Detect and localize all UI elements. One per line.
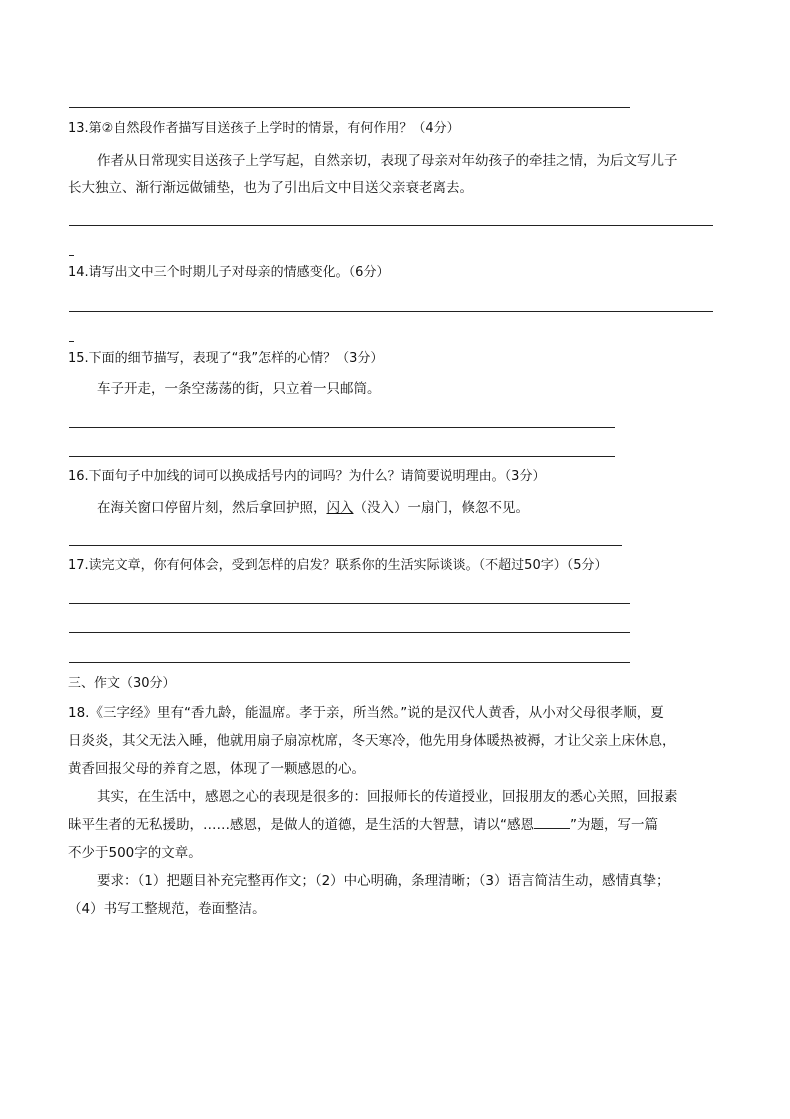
question-13: 13.第②自然段作者描写目送孩子上学时的情景，有何作用？（4分）	[68, 121, 460, 136]
q18-p1-line1: 18.《三字经》里有“香九龄，能温席。孝于亲，所当然。”说的是汉代人黄香，从小对父母很孝顺，夏	[68, 705, 664, 721]
answer-13-line2: 长大独立、渐行渐远做铺垫，也为了引出后文中目送父亲衰老离去。	[68, 180, 473, 196]
q18-p2-line2-before: 昧平生者的无私援助，……感恩，是做人的道德，是生活的大智慧，请以“感恩	[68, 817, 534, 833]
q18-p2-line3: 不少于500字的文章。	[68, 845, 202, 861]
answer-line[interactable]	[69, 311, 713, 312]
answer-line[interactable]	[69, 225, 713, 226]
title-blank[interactable]	[534, 816, 570, 829]
question-17: 17.读完文章，你有何体会，受到怎样的启发？联系你的生活实际谈谈。（不超过50字）（5分）	[68, 558, 608, 573]
q18-p2-line2-after: ”为题，写一篇	[570, 817, 658, 833]
q18-req-line2: （4）书写工整规范，卷面整洁。	[68, 901, 266, 917]
answer-line[interactable]	[69, 456, 615, 457]
answer-line[interactable]	[69, 545, 622, 546]
answer-line[interactable]	[69, 107, 630, 108]
answer-line[interactable]	[69, 603, 630, 604]
q18-p1-line3: 黄香回报父母的养育之恩，体现了一颗感恩的心。	[68, 761, 365, 777]
q18-req-line1: 要求：（1）把题目补充完整再作文；（2）中心明确，条理清晰；（3）语言简洁生动，感情真挚；	[97, 873, 670, 889]
quote-15: 车子开走，一条空荡荡的街，只立着一只邮筒。	[97, 381, 381, 397]
section-heading: 三、作文（30分）	[68, 676, 176, 691]
answer-line[interactable]	[69, 427, 615, 428]
underlined-word: 闪入	[326, 500, 354, 516]
quote-16-before: 在海关窗口停留片刻，然后拿回护照，	[97, 500, 327, 516]
quote-16	[97, 498, 529, 518]
question-16: 16.下面句子中加线的词可以换成括号内的词吗？为什么？请简要说明理由。（3分）	[68, 469, 546, 484]
answer-line[interactable]	[69, 662, 630, 663]
line-end-mark	[69, 341, 74, 342]
answer-line[interactable]	[69, 632, 630, 633]
q18-p1-line2: 日炎炎，其父无法入睡，他就用扇子扇凉枕席，冬天寒冷，他先用身体暖热被褥，才让父亲上床休息，	[68, 733, 676, 749]
question-14: 14.请写出文中三个时期儿子对母亲的情感变化。（6分）	[68, 265, 390, 280]
answer-13-line1: 作者从日常现实目送孩子上学写起，自然亲切，表现了母亲对年幼孩子的牵挂之情，为后文写儿子	[97, 153, 678, 169]
question-15: 15.下面的细节描写，表现了“我”怎样的心情？（3分）	[68, 351, 384, 366]
quote-16-after: （没入）一扇门，倏忽不见。	[353, 500, 529, 516]
line-end-mark	[69, 255, 74, 256]
q18-p2-line1: 其实，在生活中，感恩之心的表现是很多的：回报师长的传道授业，回报朋友的悉心关照，回报素	[97, 789, 678, 805]
q18-p2-line2	[68, 815, 658, 835]
